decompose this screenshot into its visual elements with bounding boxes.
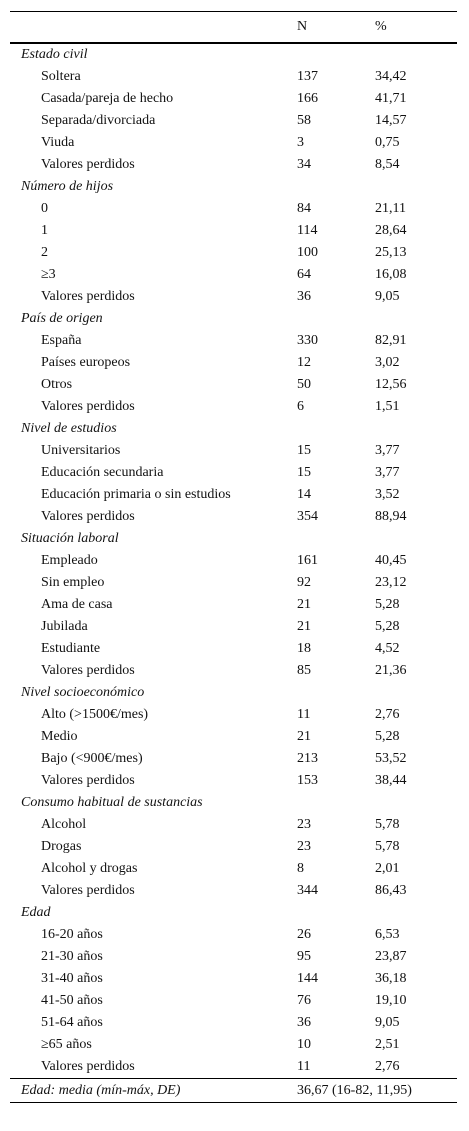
row-label: Jubilada bbox=[41, 619, 88, 634]
table-row bbox=[10, 1056, 457, 1078]
row-n: 100 bbox=[297, 245, 318, 260]
row-percent: 6,53 bbox=[375, 927, 400, 942]
row-n: 153 bbox=[297, 773, 318, 788]
footer-label: Edad: media (mín-máx, DE) bbox=[21, 1083, 181, 1098]
table-row bbox=[10, 484, 457, 506]
row-percent: 53,52 bbox=[375, 751, 407, 766]
table-row bbox=[10, 396, 457, 418]
row-percent: 86,43 bbox=[375, 883, 407, 898]
table-row bbox=[10, 242, 457, 264]
row-percent: 23,12 bbox=[375, 575, 407, 590]
table-row bbox=[10, 858, 457, 880]
row-percent: 2,76 bbox=[375, 707, 400, 722]
section-header bbox=[10, 792, 457, 814]
row-percent: 9,05 bbox=[375, 289, 400, 304]
header-percent: % bbox=[375, 19, 387, 34]
table-row bbox=[10, 770, 457, 792]
row-label: 1 bbox=[41, 223, 48, 238]
table-header bbox=[10, 12, 457, 44]
row-percent: 3,52 bbox=[375, 487, 400, 502]
table-row bbox=[10, 462, 457, 484]
row-percent: 38,44 bbox=[375, 773, 407, 788]
row-percent: 25,13 bbox=[375, 245, 407, 260]
row-label: Estudiante bbox=[41, 641, 101, 656]
row-label: 16-20 años bbox=[41, 927, 103, 942]
row-n: 34 bbox=[297, 157, 311, 172]
table-row bbox=[10, 286, 457, 308]
row-percent: 4,52 bbox=[375, 641, 400, 656]
row-percent: 36,18 bbox=[375, 971, 407, 986]
row-n: 344 bbox=[297, 883, 318, 898]
table-row bbox=[10, 330, 457, 352]
row-label: Valores perdidos bbox=[41, 509, 135, 524]
row-n: 11 bbox=[297, 1059, 311, 1074]
row-label: Sin empleo bbox=[41, 575, 105, 590]
table-row bbox=[10, 880, 457, 902]
row-percent: 28,64 bbox=[375, 223, 407, 238]
row-n: 6 bbox=[297, 399, 304, 414]
table-row bbox=[10, 968, 457, 990]
table-row bbox=[10, 726, 457, 748]
data-table bbox=[10, 11, 457, 1103]
row-n: 64 bbox=[297, 267, 311, 282]
table-row bbox=[10, 66, 457, 88]
row-n: 85 bbox=[297, 663, 311, 678]
section-title: Nivel de estudios bbox=[21, 421, 117, 436]
row-label: 51-64 años bbox=[41, 1015, 103, 1030]
row-n: 21 bbox=[297, 597, 311, 612]
row-n: 50 bbox=[297, 377, 311, 392]
row-label: ≥3 bbox=[41, 267, 56, 282]
row-label: Alto (>1500€/mes) bbox=[41, 707, 149, 722]
row-n: 76 bbox=[297, 993, 311, 1008]
table-row bbox=[10, 836, 457, 858]
table-row bbox=[10, 440, 457, 462]
table-row bbox=[10, 748, 457, 770]
table-footer-row bbox=[10, 1078, 457, 1102]
row-label: Viuda bbox=[41, 135, 75, 150]
row-n: 15 bbox=[297, 443, 311, 458]
row-n: 166 bbox=[297, 91, 318, 106]
row-label: Valores perdidos bbox=[41, 663, 135, 678]
row-n: 18 bbox=[297, 641, 311, 656]
row-n: 23 bbox=[297, 817, 311, 832]
table-row bbox=[10, 1012, 457, 1034]
table-row bbox=[10, 506, 457, 528]
row-n: 26 bbox=[297, 927, 311, 942]
table-row bbox=[10, 638, 457, 660]
row-percent: 5,28 bbox=[375, 619, 400, 634]
row-n: 95 bbox=[297, 949, 311, 964]
section-header bbox=[10, 44, 457, 66]
row-label: Ama de casa bbox=[41, 597, 113, 612]
row-n: 11 bbox=[297, 707, 311, 722]
row-label: Valores perdidos bbox=[41, 1059, 135, 1074]
header-n: N bbox=[297, 19, 308, 34]
row-percent: 8,54 bbox=[375, 157, 400, 172]
row-percent: 3,77 bbox=[375, 443, 400, 458]
row-n: 58 bbox=[297, 113, 311, 128]
section-title: País de origen bbox=[21, 311, 103, 326]
table-row bbox=[10, 704, 457, 726]
section-header bbox=[10, 902, 457, 924]
row-n: 92 bbox=[297, 575, 311, 590]
table-body bbox=[10, 44, 457, 1078]
section-header bbox=[10, 418, 457, 440]
table-row bbox=[10, 132, 457, 154]
row-label: Soltera bbox=[41, 69, 81, 84]
section-header bbox=[10, 176, 457, 198]
row-n: 144 bbox=[297, 971, 318, 986]
table-row bbox=[10, 198, 457, 220]
row-percent: 12,56 bbox=[375, 377, 407, 392]
row-label: Valores perdidos bbox=[41, 289, 135, 304]
row-n: 330 bbox=[297, 333, 318, 348]
row-n: 23 bbox=[297, 839, 311, 854]
row-percent: 16,08 bbox=[375, 267, 407, 282]
row-percent: 9,05 bbox=[375, 1015, 400, 1030]
row-label: Valores perdidos bbox=[41, 883, 135, 898]
section-title: Estado civil bbox=[21, 47, 88, 62]
table-row bbox=[10, 264, 457, 286]
row-label: Valores perdidos bbox=[41, 773, 135, 788]
table-row bbox=[10, 814, 457, 836]
section-title: Consumo habitual de sustancias bbox=[21, 795, 203, 810]
table-row bbox=[10, 990, 457, 1012]
row-percent: 34,42 bbox=[375, 69, 407, 84]
row-n: 36 bbox=[297, 1015, 311, 1030]
row-percent: 5,78 bbox=[375, 817, 400, 832]
table-row bbox=[10, 946, 457, 968]
footer-value: 36,67 (16-82, 11,95) bbox=[297, 1083, 412, 1098]
row-label: Educación primaria o sin estudios bbox=[41, 487, 231, 502]
section-title: Edad bbox=[21, 905, 51, 920]
row-percent: 3,02 bbox=[375, 355, 400, 370]
table-row bbox=[10, 1034, 457, 1056]
row-n: 354 bbox=[297, 509, 318, 524]
row-n: 14 bbox=[297, 487, 311, 502]
row-label: Medio bbox=[41, 729, 78, 744]
section-header bbox=[10, 308, 457, 330]
row-percent: 5,28 bbox=[375, 729, 400, 744]
row-percent: 5,78 bbox=[375, 839, 400, 854]
section-title: Situación laboral bbox=[21, 531, 119, 546]
row-label: Casada/pareja de hecho bbox=[41, 91, 174, 106]
table-row bbox=[10, 88, 457, 110]
row-label: Drogas bbox=[41, 839, 82, 854]
row-n: 84 bbox=[297, 201, 311, 216]
row-percent: 88,94 bbox=[375, 509, 407, 524]
row-percent: 19,10 bbox=[375, 993, 407, 1008]
table-row bbox=[10, 220, 457, 242]
row-label: Países europeos bbox=[41, 355, 131, 370]
table-row bbox=[10, 154, 457, 176]
row-label: Bajo (<900€/mes) bbox=[41, 751, 143, 766]
row-label: 2 bbox=[41, 245, 48, 260]
row-n: 21 bbox=[297, 729, 311, 744]
row-n: 161 bbox=[297, 553, 318, 568]
row-percent: 2,51 bbox=[375, 1037, 400, 1052]
row-label: Otros bbox=[41, 377, 73, 392]
table-row bbox=[10, 550, 457, 572]
row-percent: 40,45 bbox=[375, 553, 407, 568]
section-title: Número de hijos bbox=[21, 179, 114, 194]
row-n: 137 bbox=[297, 69, 318, 84]
table-row bbox=[10, 572, 457, 594]
row-percent: 2,01 bbox=[375, 861, 400, 876]
row-n: 213 bbox=[297, 751, 318, 766]
row-label: Alcohol y drogas bbox=[41, 861, 138, 876]
table-row bbox=[10, 594, 457, 616]
row-label: 31-40 años bbox=[41, 971, 103, 986]
row-percent: 3,77 bbox=[375, 465, 400, 480]
table-row bbox=[10, 616, 457, 638]
row-percent: 23,87 bbox=[375, 949, 407, 964]
row-n: 10 bbox=[297, 1037, 311, 1052]
row-label: Separada/divorciada bbox=[41, 113, 156, 128]
table-row bbox=[10, 110, 457, 132]
row-label: ≥65 años bbox=[41, 1037, 92, 1052]
row-label: Educación secundaria bbox=[41, 465, 164, 480]
section-header bbox=[10, 528, 457, 550]
row-percent: 82,91 bbox=[375, 333, 407, 348]
row-n: 114 bbox=[297, 223, 318, 238]
row-label: España bbox=[41, 333, 82, 348]
row-label: Valores perdidos bbox=[41, 399, 135, 414]
row-percent: 14,57 bbox=[375, 113, 407, 128]
row-n: 15 bbox=[297, 465, 311, 480]
row-percent: 41,71 bbox=[375, 91, 407, 106]
row-n: 8 bbox=[297, 861, 304, 876]
row-percent: 2,76 bbox=[375, 1059, 400, 1074]
row-percent: 0,75 bbox=[375, 135, 400, 150]
row-percent: 1,51 bbox=[375, 399, 400, 414]
row-label: Valores perdidos bbox=[41, 157, 135, 172]
row-n: 12 bbox=[297, 355, 311, 370]
section-title: Nivel socioeconómico bbox=[21, 685, 145, 700]
section-header bbox=[10, 682, 457, 704]
row-n: 36 bbox=[297, 289, 311, 304]
row-percent: 5,28 bbox=[375, 597, 400, 612]
row-label: Universitarios bbox=[41, 443, 121, 458]
row-label: 21-30 años bbox=[41, 949, 103, 964]
row-label: Empleado bbox=[41, 553, 98, 568]
table-row bbox=[10, 660, 457, 682]
row-n: 21 bbox=[297, 619, 311, 634]
table-row bbox=[10, 924, 457, 946]
row-n: 3 bbox=[297, 135, 304, 150]
row-label: 0 bbox=[41, 201, 48, 216]
row-percent: 21,11 bbox=[375, 201, 406, 216]
table-row bbox=[10, 374, 457, 396]
row-percent: 21,36 bbox=[375, 663, 407, 678]
row-label: Alcohol bbox=[41, 817, 87, 832]
table-row bbox=[10, 352, 457, 374]
row-label: 41-50 años bbox=[41, 993, 103, 1008]
